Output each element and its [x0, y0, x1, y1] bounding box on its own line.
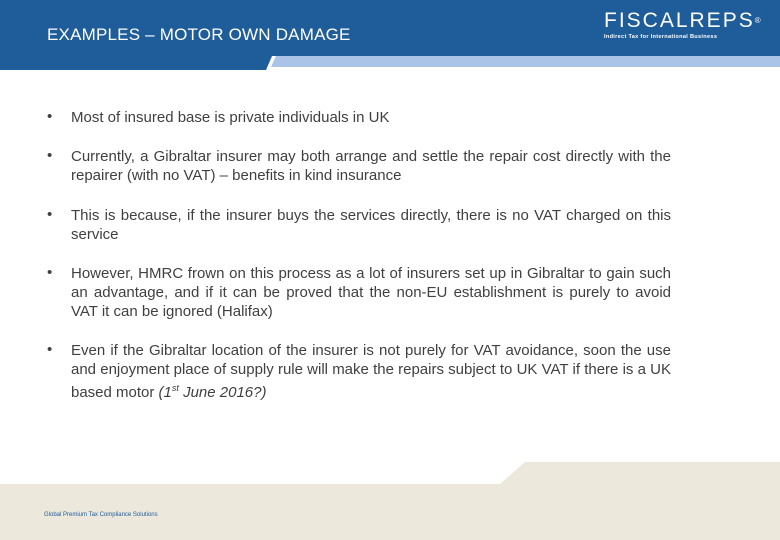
- bullet-item: [47, 264, 671, 321]
- slide-title: EXAMPLES – MOTOR OWN DAMAGE: [47, 25, 351, 44]
- logo-registered-mark: ®: [754, 16, 761, 25]
- bullet-list: [47, 108, 671, 402]
- bullet-marker: •: [47, 264, 53, 281]
- bullet-marker: •: [47, 108, 53, 125]
- bullet-text: Most of insured base is private individuals in UK: [71, 109, 390, 126]
- bullet-item: [47, 147, 671, 185]
- bullet-item: [47, 206, 671, 244]
- date-note-open: (1: [158, 384, 172, 401]
- fiscalreps-logo: [604, 10, 761, 40]
- bullet-item: [47, 341, 671, 402]
- bullet-date-note: [159, 384, 267, 401]
- accent-light-band: [271, 56, 780, 67]
- bullet-marker: •: [47, 206, 53, 223]
- logo-wordmark: [604, 10, 761, 32]
- logo-name: FISCALREPS: [604, 9, 755, 32]
- bullet-text: [71, 341, 671, 402]
- footer-tagline: Global Premium Tax Compliance Solutions: [44, 512, 158, 518]
- header-accent-stripe: [0, 56, 780, 72]
- bullet-text: Currently, a Gibraltar insurer may both arrange and settle the repair cost directly with the repairer (with no VAT) – benefits in kind insurance: [71, 148, 671, 184]
- date-note-ordinal: st: [171, 383, 179, 393]
- bullet-text: This is because, if the insurer buys the services directly, there is no VAT charged on this service: [71, 207, 671, 243]
- accent-dark-band: [0, 56, 272, 70]
- bullet-item: [47, 108, 671, 127]
- logo-tagline: Indirect Tax for International Business: [604, 34, 718, 40]
- bullet-text-main: Even if the Gibraltar location of the insurer is not purely for VAT avoidance, soon the use and enjoyment place of supply rule will make the repairs subject to UK VAT if there is a UK based motor: [71, 342, 671, 401]
- header-bar: [0, 0, 780, 56]
- footer-accent-band: [0, 462, 780, 486]
- bullet-marker: •: [47, 147, 53, 164]
- footer-accent-shape: [0, 460, 780, 486]
- bullet-marker: •: [47, 341, 53, 358]
- date-note-close: June 2016?): [178, 384, 267, 401]
- bullet-text: However, HMRC frown on this process as a lot of insurers set up in Gibraltar to gain such an advantage, and if it can be proved that the non-EU establishment is purely to avoid VAT it can be ignored (Halifax): [71, 265, 671, 320]
